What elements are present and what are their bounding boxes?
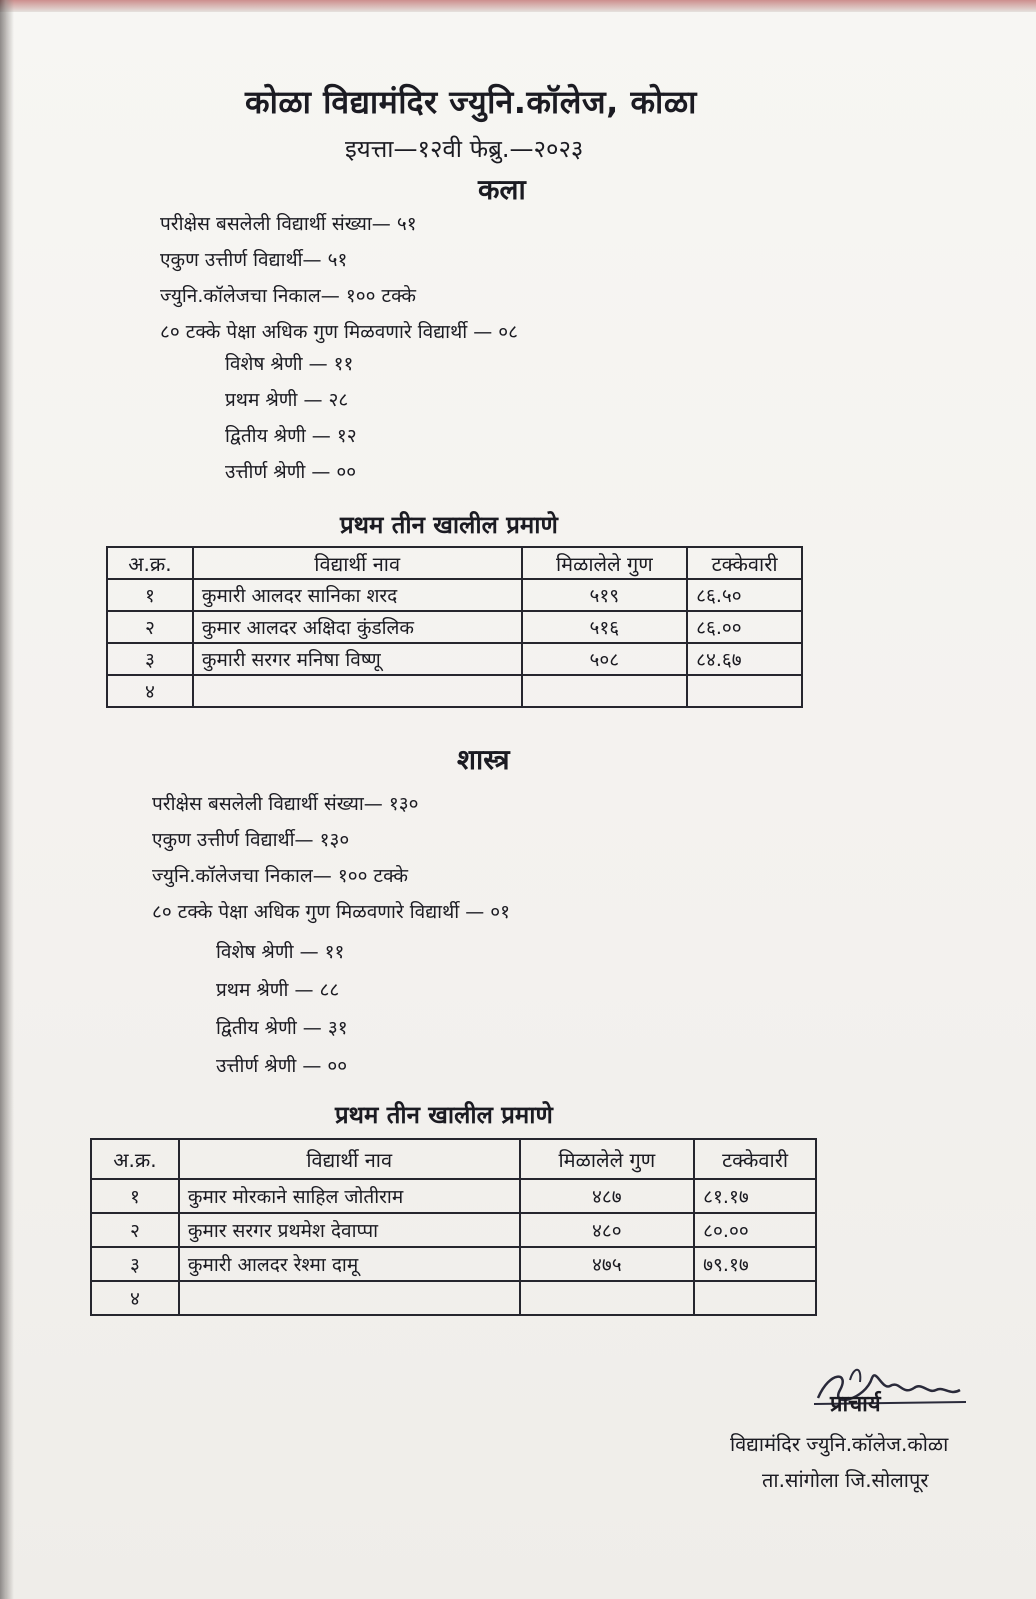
- marks-cell: ४८७: [520, 1179, 695, 1213]
- page-left-shadow: [0, 0, 14, 1599]
- column-header-percent: टक्केवारी: [694, 1139, 816, 1179]
- percent-cell: [694, 1281, 816, 1315]
- serial-cell: १: [107, 579, 193, 611]
- column-header-name: विद्यार्थी नाव: [193, 547, 522, 579]
- college-title: कोळा विद्यामंदिर ज्युनि.कॉलेज, कोळा: [245, 83, 697, 121]
- marks-cell: ५०८: [522, 643, 688, 675]
- column-header-marks: मिळालेले गुण: [520, 1139, 695, 1179]
- science-above-80: ८० टक्के पेक्षा अधिक गुण मिळवणारे विद्यार्थी — ०१: [152, 901, 510, 923]
- name-cell: कुमारी आलदर रेश्मा दामू: [179, 1247, 520, 1281]
- name-cell: कुमार आलदर अक्षिदा कुंडलिक: [193, 611, 522, 643]
- column-header-serial: अ.क्र.: [91, 1139, 179, 1179]
- serial-cell: १: [91, 1179, 179, 1213]
- name-cell: कुमारी सरगर मनिषा विष्णू: [193, 643, 522, 675]
- table-row: [91, 1179, 816, 1213]
- arts-grade-second: द्वितीय श्रेणी — १२: [225, 425, 357, 447]
- science-passed: एकुण उत्तीर्ण विद्यार्थी— १३०: [152, 829, 350, 851]
- science-table-title: प्रथम तीन खालील प्रमाणे: [335, 1101, 553, 1129]
- arts-grade-distinction: विशेष श्रेणी — ११: [225, 353, 354, 375]
- column-header-name: विद्यार्थी नाव: [179, 1139, 520, 1179]
- column-header-marks: मिळालेले गुण: [522, 547, 688, 579]
- marks-cell: ४८०: [520, 1213, 695, 1247]
- class-year-subtitle: इयत्ता—१२वी फेब्रु.—२०२३: [345, 135, 584, 163]
- table-header-row: [107, 547, 802, 579]
- arts-above-80: ८० टक्के पेक्षा अधिक गुण मिळवणारे विद्यार्थी — ०८: [160, 321, 518, 343]
- college-footer-address: ता.सांगोला जि.सोलापूर: [762, 1468, 929, 1492]
- serial-cell: २: [107, 611, 193, 643]
- arts-appeared: परीक्षेस बसलेली विद्यार्थी संख्या— ५१: [160, 213, 417, 235]
- table-row: [91, 1213, 816, 1247]
- marks-cell: ५१९: [522, 579, 688, 611]
- arts-heading: कला: [478, 173, 526, 206]
- table-row: [107, 643, 802, 675]
- name-cell: [193, 675, 522, 707]
- page-top-edge: [0, 0, 1036, 12]
- table-row: [107, 579, 802, 611]
- serial-cell: ३: [107, 643, 193, 675]
- percent-cell: ८६.५०: [687, 579, 802, 611]
- name-cell: कुमार मोरकाने साहिल जोतीराम: [179, 1179, 520, 1213]
- marks-cell: ५१६: [522, 611, 688, 643]
- science-heading: शास्त्र: [457, 743, 510, 776]
- percent-cell: ८१.१७: [694, 1179, 816, 1213]
- percent-cell: [687, 675, 802, 707]
- arts-toppers-table: [106, 546, 803, 708]
- arts-result: ज्युनि.कॉलेजचा निकाल— १०० टक्के: [160, 285, 417, 307]
- principal-label: प्राचार्य: [830, 1392, 881, 1417]
- arts-table-title: प्रथम तीन खालील प्रमाणे: [340, 511, 558, 539]
- arts-passed: एकुण उत्तीर्ण विद्यार्थी— ५१: [160, 249, 348, 271]
- percent-cell: ८६.००: [687, 611, 802, 643]
- serial-cell: ३: [91, 1247, 179, 1281]
- science-grade-pass: उत्तीर्ण श्रेणी — ००: [216, 1055, 348, 1077]
- marks-cell: [522, 675, 688, 707]
- percent-cell: ८०.००: [694, 1213, 816, 1247]
- table-row: [91, 1247, 816, 1281]
- percent-cell: ८४.६७: [687, 643, 802, 675]
- name-cell: कुमार सरगर प्रथमेश देवाप्पा: [179, 1213, 520, 1247]
- serial-cell: ४: [91, 1281, 179, 1315]
- arts-grade-pass: उत्तीर्ण श्रेणी — ००: [225, 461, 357, 483]
- name-cell: कुमारी आलदर सानिका शरद: [193, 579, 522, 611]
- serial-cell: ४: [107, 675, 193, 707]
- college-footer-name: विद्यामंदिर ज्युनि.कॉलेज.कोळा: [730, 1432, 949, 1456]
- percent-cell: ७९.१७: [694, 1247, 816, 1281]
- name-cell: [179, 1281, 520, 1315]
- column-header-serial: अ.क्र.: [107, 547, 193, 579]
- science-result: ज्युनि.कॉलेजचा निकाल— १०० टक्के: [152, 865, 409, 887]
- serial-cell: २: [91, 1213, 179, 1247]
- science-toppers-table: [90, 1138, 817, 1316]
- marks-cell: ४७५: [520, 1247, 695, 1281]
- column-header-percent: टक्केवारी: [687, 547, 802, 579]
- table-row: [107, 611, 802, 643]
- science-grade-distinction: विशेष श्रेणी — ११: [216, 941, 345, 963]
- table-row: [91, 1281, 816, 1315]
- marks-cell: [520, 1281, 695, 1315]
- science-appeared: परीक्षेस बसलेली विद्यार्थी संख्या— १३०: [152, 793, 419, 815]
- table-header-row: [91, 1139, 816, 1179]
- table-row: [107, 675, 802, 707]
- science-grade-second: द्वितीय श्रेणी — ३१: [216, 1017, 348, 1039]
- science-grade-first: प्रथम श्रेणी — ८८: [216, 979, 340, 1001]
- arts-grade-first: प्रथम श्रेणी — २८: [225, 389, 349, 411]
